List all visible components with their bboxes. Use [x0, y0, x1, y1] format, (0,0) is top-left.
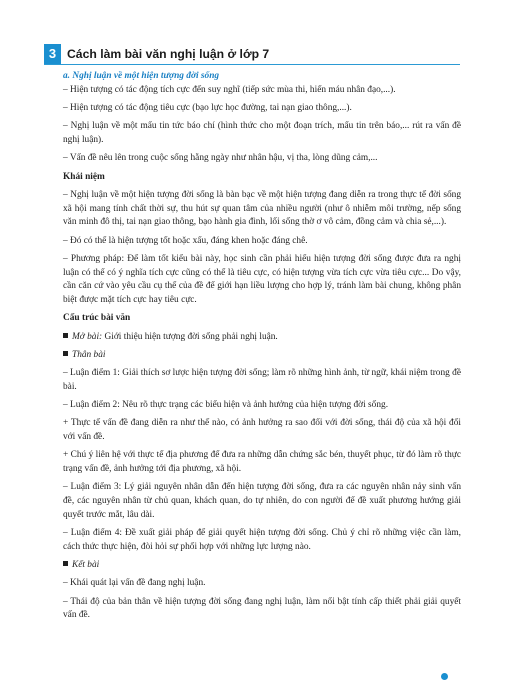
thanbai-line: [63, 349, 461, 363]
section-header: [44, 44, 460, 65]
paragraph: – Đó có thể là hiện tượng tốt hoặc xấu, đáng khen hoặc đáng chê.: [63, 235, 308, 246]
document-body: [63, 70, 461, 623]
page-corner-dot-icon: [441, 673, 448, 680]
paragraph: + Chú ý liên hệ với thực tế địa phương để đưa ra những dẫn chứng sắc bén, thuyết phục, từ đó làm rõ thực trạng vấn đề, ảnh hưởng tới địa phương, xã hội.: [63, 450, 461, 475]
paragraph: – Phương pháp: Để làm tốt kiểu bài này, học sinh cần phải hiểu hiện tượng đời sống được đưa ra nghị luận có thể có ý nghĩa tích cực cũng có thể là tiêu cực, có hiện tượng vừa tích cực vừa tiêu cực... Do vậy, cần căn cứ vào yêu cầu cụ thể của đề để giới hạn liều lượng cho hợp lý, tránh làm bài chung, không phân biệt được mặt tích cực hay tiêu cực.: [63, 253, 461, 305]
structure-heading: Cấu trúc bài văn: [63, 313, 131, 324]
paragraph: – Luận điểm 4: Đề xuất giải pháp để giải quyết hiện tượng đời sống. Chủ ý chỉ rõ những việc cần làm, cách thức thực hiện, đòi hỏi sự phối hợp với những lực lượng nào.: [63, 528, 461, 552]
section-number: 3: [44, 44, 61, 64]
paragraph: – Hiện tượng có tác động tiêu cực (bạo lực học đường, tai nạn giao thông,...).: [63, 103, 352, 113]
paragraph: – Luận điểm 1: Giải thích sơ lược hiện tượng đời sống; làm rõ những hình ảnh, từ ngữ, khái niệm trong đề bài.: [63, 368, 461, 392]
subheading-a: a. Nghị luận về một hiện tượng đời sống: [63, 71, 220, 81]
square-bullet-icon: [63, 333, 68, 338]
square-bullet-icon: [63, 351, 68, 356]
paragraph: – Thái độ của bản thân về hiện tượng đời sống đang nghị luận, làm nổi bật tính cấp thiết phải giải quyết vấn đề.: [63, 596, 461, 621]
paragraph: – Luận điểm 2: Nêu rõ thực trạng các biểu hiện và ảnh hưởng của hiện tượng đời sống.: [63, 400, 389, 411]
paragraph: – Vấn đề nêu lên trong cuộc sống hằng ngày như nhân hậu, vị tha, lòng dũng cảm,...: [63, 153, 378, 164]
mobai-line: [63, 331, 461, 345]
paragraph: – Luận điểm 3: Lý giải nguyên nhân dẫn đến hiện tượng đời sống, đưa ra các nguyên nhân nảy sinh vấn đề, các nguyên nhân từ chủ quan, khách quan, do tự nhiên, do con người để đề xuất phương hướng giải quyết trước mắt, lâu dài.: [63, 482, 461, 520]
paragraph: – Nghị luận về một hiện tượng đời sống là bàn bạc về một hiện tượng đang diễn ra trong thực tế đời sống xã hội mang tính chất thời sự, thu hút sự quan tâm của nhiều người (như ô nhiễm môi trường, nếp sống văn minh đô thị, tai nạn giao thông, bạo hành gia đình, lối sống thờ ơ vô cảm, đồng cảm và chia sẻ,...).: [63, 189, 461, 228]
paragraph: – Hiện tượng có tác động tích cực đến suy nghĩ (tiếp sức mùa thi, hiến máu nhân đạo,...).: [63, 84, 396, 95]
ketbai-line: [63, 559, 461, 573]
paragraph: – Khái quát lại vấn đề đang nghị luận.: [63, 578, 206, 589]
paragraph: + Thực tế vấn đề đang diễn ra như thế nào, có ảnh hưởng ra sao đối với đời sống, thái độ của xã hội đối với vấn đề.: [63, 418, 461, 443]
mobai-label: Mở bài:: [72, 331, 103, 342]
section-title: Cách làm bài văn nghị luận ở lớp 7: [67, 47, 270, 61]
concept-heading: Khái niệm: [63, 171, 105, 182]
ketbai-label: Kết bài: [72, 560, 100, 571]
paragraph: – Nghị luận về một mẩu tin tức báo chí (hình thức cho một đoạn trích, mẩu tin trên báo,... rút ra vấn đề nghị luận).: [63, 121, 461, 145]
mobai-text: Giới thiệu hiện tượng đời sống phải nghị luận.: [102, 331, 278, 342]
thanbai-label: Thân bài: [72, 349, 106, 360]
square-bullet-icon: [63, 561, 68, 566]
